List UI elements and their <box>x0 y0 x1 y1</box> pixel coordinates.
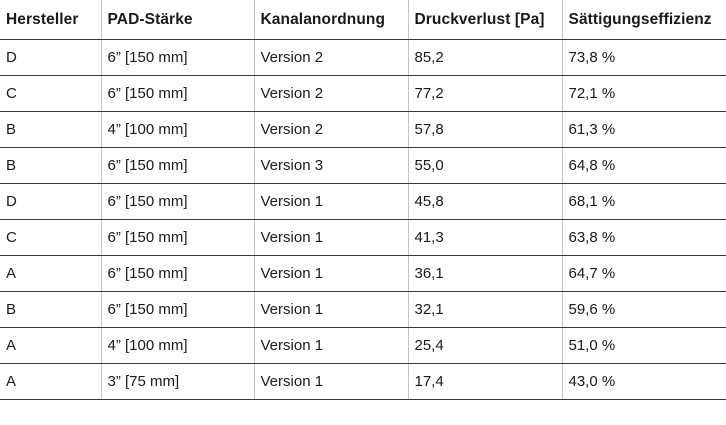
header-hersteller: Hersteller <box>0 0 101 40</box>
cell-druckverlust: 36,1 <box>408 256 562 292</box>
cell-hersteller: D <box>0 40 101 76</box>
header-row <box>0 0 726 40</box>
cell-pad-staerke: 6” [150 mm] <box>101 220 254 256</box>
cell-saettigungseffizienz: 43,0 % <box>562 364 726 400</box>
cell-saettigungseffizienz: 64,7 % <box>562 256 726 292</box>
header-pad-staerke: PAD-Stärke <box>101 0 254 40</box>
cell-kanalanordnung: Version 1 <box>254 328 408 364</box>
table-row <box>0 76 726 112</box>
cell-kanalanordnung: Version 3 <box>254 148 408 184</box>
cell-hersteller: B <box>0 148 101 184</box>
cell-pad-staerke: 6” [150 mm] <box>101 76 254 112</box>
table-header <box>0 0 726 40</box>
table-body <box>0 40 726 400</box>
table-row <box>0 364 726 400</box>
cell-pad-staerke: 6” [150 mm] <box>101 40 254 76</box>
cell-pad-staerke: 6” [150 mm] <box>101 292 254 328</box>
cell-druckverlust: 45,8 <box>408 184 562 220</box>
cell-saettigungseffizienz: 68,1 % <box>562 184 726 220</box>
cell-hersteller: A <box>0 328 101 364</box>
cell-kanalanordnung: Version 1 <box>254 184 408 220</box>
cell-saettigungseffizienz: 72,1 % <box>562 76 726 112</box>
cell-druckverlust: 77,2 <box>408 76 562 112</box>
table-row <box>0 40 726 76</box>
cell-hersteller: A <box>0 364 101 400</box>
cell-druckverlust: 85,2 <box>408 40 562 76</box>
cell-druckverlust: 17,4 <box>408 364 562 400</box>
cell-hersteller: D <box>0 184 101 220</box>
header-druckverlust: Druckverlust [Pa] <box>408 0 562 40</box>
cell-pad-staerke: 3” [75 mm] <box>101 364 254 400</box>
table-row <box>0 292 726 328</box>
cell-saettigungseffizienz: 64,8 % <box>562 148 726 184</box>
cell-pad-staerke: 4” [100 mm] <box>101 112 254 148</box>
cell-saettigungseffizienz: 59,6 % <box>562 292 726 328</box>
table-row <box>0 256 726 292</box>
cell-hersteller: C <box>0 76 101 112</box>
cell-hersteller: B <box>0 112 101 148</box>
table-row <box>0 148 726 184</box>
cell-druckverlust: 41,3 <box>408 220 562 256</box>
cell-hersteller: C <box>0 220 101 256</box>
table-row <box>0 220 726 256</box>
cell-kanalanordnung: Version 1 <box>254 364 408 400</box>
cell-hersteller: B <box>0 292 101 328</box>
cell-kanalanordnung: Version 2 <box>254 40 408 76</box>
cell-saettigungseffizienz: 63,8 % <box>562 220 726 256</box>
cell-druckverlust: 57,8 <box>408 112 562 148</box>
cell-druckverlust: 25,4 <box>408 328 562 364</box>
cell-saettigungseffizienz: 61,3 % <box>562 112 726 148</box>
table-row <box>0 328 726 364</box>
cell-pad-staerke: 6” [150 mm] <box>101 256 254 292</box>
cell-hersteller: A <box>0 256 101 292</box>
cell-kanalanordnung: Version 2 <box>254 76 408 112</box>
cell-kanalanordnung: Version 2 <box>254 112 408 148</box>
cell-kanalanordnung: Version 1 <box>254 292 408 328</box>
cell-saettigungseffizienz: 51,0 % <box>562 328 726 364</box>
cell-pad-staerke: 6” [150 mm] <box>101 148 254 184</box>
cell-pad-staerke: 6” [150 mm] <box>101 184 254 220</box>
cell-druckverlust: 32,1 <box>408 292 562 328</box>
table-row <box>0 184 726 220</box>
header-saettigungseffizienz: Sättigungseffizienz <box>562 0 726 40</box>
cell-kanalanordnung: Version 1 <box>254 220 408 256</box>
cell-druckverlust: 55,0 <box>408 148 562 184</box>
header-kanalanordnung: Kanalanordnung <box>254 0 408 40</box>
cell-pad-staerke: 4” [100 mm] <box>101 328 254 364</box>
cell-kanalanordnung: Version 1 <box>254 256 408 292</box>
table-row <box>0 112 726 148</box>
cell-saettigungseffizienz: 73,8 % <box>562 40 726 76</box>
